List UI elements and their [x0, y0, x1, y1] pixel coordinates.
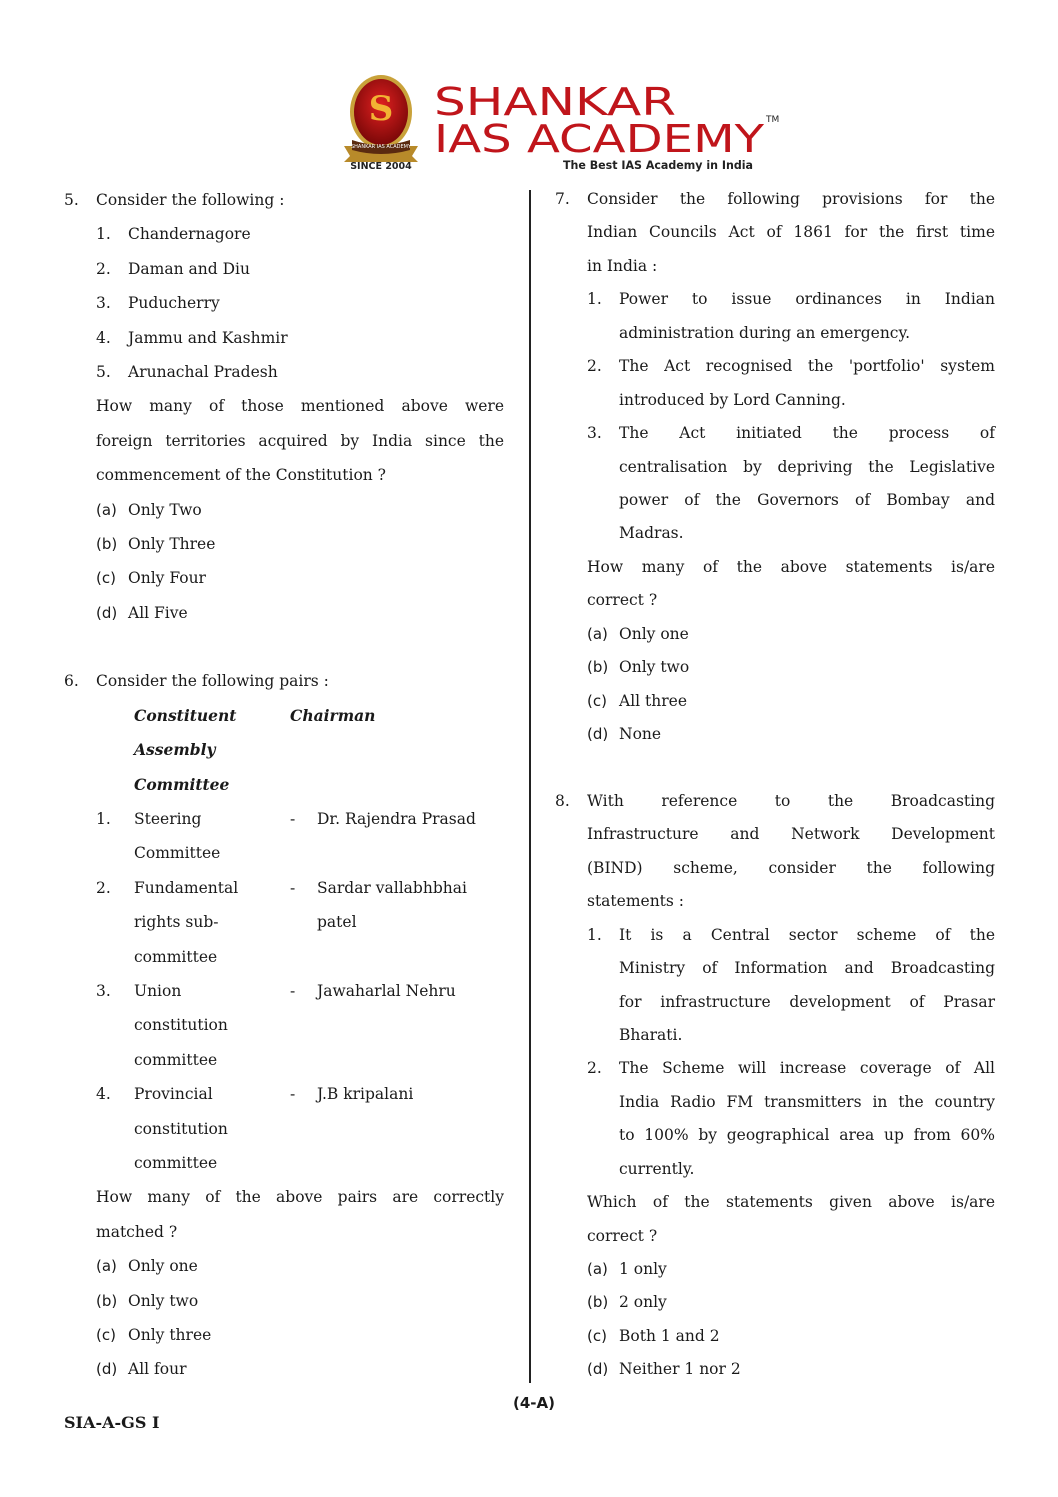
option-text: 2 only: [619, 1293, 667, 1312]
committee: Steering: [134, 810, 202, 829]
question-text: Which of the statements given above is/are: [587, 1193, 995, 1212]
item-number: 4.: [96, 328, 111, 347]
committee: Union: [134, 981, 182, 1000]
question-number: 8.: [555, 791, 570, 810]
dash: -: [290, 878, 296, 897]
page-number: (4-A): [513, 1394, 555, 1412]
committee: committee: [134, 947, 218, 966]
pair-number: 2.: [96, 878, 111, 897]
question-stem: Indian Councils Act of 1861 for the first time: [587, 223, 995, 242]
svg-text:S: S: [368, 89, 394, 129]
pair-number: 4.: [96, 1085, 111, 1104]
question-text: How many of the above pairs are correctly: [96, 1188, 504, 1207]
option-label: (a): [587, 624, 608, 643]
statement-text: It is a Central sector scheme of the: [619, 925, 995, 944]
question-text: correct ?: [587, 1226, 658, 1245]
item-text: Daman and Diu: [128, 259, 250, 278]
option-label: (c): [96, 1325, 116, 1344]
item-number: 2.: [96, 259, 111, 278]
statement-number: 2.: [587, 357, 602, 376]
statement-text: administration during an emergency.: [619, 323, 911, 342]
item-text: Arunachal Pradesh: [128, 362, 278, 381]
logo-emblem-icon: [336, 70, 786, 175]
dash: -: [290, 1085, 296, 1104]
question-text: matched ?: [96, 1222, 178, 1241]
statement-number: 3.: [587, 424, 602, 443]
question-stem: Consider the following provisions for the: [587, 190, 995, 208]
left-column: [64, 183, 504, 1387]
option-text: Only three: [128, 1325, 212, 1344]
option-text: Only Three: [128, 534, 216, 553]
svg-text:SHANKAR IAS ACADEMY: SHANKAR IAS ACADEMY: [350, 144, 412, 150]
option-label: (b): [96, 534, 118, 553]
option-label: (a): [587, 1260, 608, 1278]
statement-text: to 100% by geographical area up from 60%: [619, 1126, 995, 1145]
option-c[interactable]: [64, 561, 504, 595]
dash: -: [290, 810, 296, 829]
question-number: 6.: [64, 672, 79, 691]
item-number: 3.: [96, 294, 111, 313]
option-d[interactable]: [555, 718, 995, 751]
option-text: All Five: [128, 603, 188, 622]
committee: rights sub-: [134, 913, 219, 932]
academy-logo: [336, 70, 786, 175]
chairman: J.B kripalani: [317, 1085, 414, 1104]
pair-row: [64, 802, 504, 836]
option-a[interactable]: [64, 1249, 504, 1283]
list-item: [64, 252, 504, 286]
item-text: Puducherry: [128, 294, 220, 313]
committee: constitution: [134, 1119, 228, 1138]
right-column: [555, 183, 995, 1387]
option-b[interactable]: [555, 651, 995, 684]
statement-text: India Radio FM transmitters in the country: [619, 1092, 995, 1111]
svg-text:The Best IAS Academy in India: The Best IAS Academy in India: [563, 158, 753, 172]
committee: committee: [134, 1050, 218, 1069]
question-5: [64, 183, 504, 630]
statement-text: for infrastructure development of Prasar: [619, 992, 995, 1011]
statement-number: 2.: [587, 1059, 602, 1078]
option-d[interactable]: [64, 1352, 504, 1386]
option-text: Only one: [128, 1257, 198, 1276]
option-a[interactable]: [555, 618, 995, 651]
statement-1: [555, 283, 995, 316]
option-label: (d): [587, 725, 609, 743]
header-col1: Constituent: [134, 705, 237, 725]
option-label: (a): [96, 1257, 117, 1276]
statement-3: [555, 417, 995, 450]
statement-2: [555, 1052, 995, 1085]
option-c[interactable]: [555, 1320, 995, 1353]
option-label: (b): [96, 1291, 118, 1310]
question-stem: Consider the following pairs :: [96, 672, 329, 691]
option-text: Only Two: [128, 500, 202, 519]
pair-row: [64, 974, 504, 1008]
question-stem: With reference to the Broadcasting: [587, 791, 995, 810]
option-b[interactable]: [64, 1284, 504, 1318]
item-text: Chandernagore: [128, 225, 251, 244]
pair-number: 1.: [96, 810, 111, 829]
pair-number: 3.: [96, 981, 111, 1000]
svg-text:SHANKAR: SHANKAR: [434, 80, 676, 124]
option-label: (c): [96, 569, 116, 588]
statement-number: 1.: [587, 290, 602, 309]
option-label: (d): [96, 1360, 118, 1379]
committee: constitution: [134, 1016, 228, 1035]
statement-text: The Scheme will increase coverage of All: [619, 1059, 995, 1078]
item-number: 5.: [96, 362, 111, 381]
statement-1: [555, 919, 995, 952]
statement-2: [555, 350, 995, 383]
option-a[interactable]: [64, 493, 504, 527]
option-c[interactable]: [64, 1318, 504, 1352]
svg-text:SINCE 2004: SINCE 2004: [350, 161, 412, 172]
question-text: correct ?: [587, 591, 658, 610]
committee: Fundamental: [134, 878, 239, 897]
list-item: [64, 217, 504, 251]
option-text: Both 1 and 2: [619, 1326, 720, 1345]
question-number: 5.: [64, 191, 79, 209]
option-text: Only one: [619, 624, 689, 643]
option-d[interactable]: [555, 1353, 995, 1386]
option-text: Neither 1 nor 2: [619, 1360, 741, 1379]
chairman: Sardar vallabhbhai: [317, 878, 467, 897]
header-col1: Assembly: [134, 740, 216, 760]
statement-text: Ministry of Information and Broadcasting: [619, 959, 995, 978]
list-item: [64, 355, 504, 389]
pair-row: [64, 871, 504, 905]
pair-row: [64, 1077, 504, 1111]
statement-text: power of the Governors of Bombay and: [619, 490, 995, 509]
svg-text:IAS ACADEMY: IAS ACADEMY: [434, 117, 765, 161]
question-text: commencement of the Constitution ?: [96, 466, 386, 485]
option-b[interactable]: [555, 1286, 995, 1319]
header-col1: Committee: [134, 774, 230, 794]
spacer: [64, 630, 504, 664]
chairman: Jawaharlal Nehru: [317, 981, 456, 1000]
item-text: Jammu and Kashmir: [128, 328, 288, 347]
option-d[interactable]: [64, 596, 504, 630]
option-text: All three: [619, 691, 688, 710]
option-label: (b): [587, 1293, 609, 1312]
option-c[interactable]: [555, 685, 995, 718]
question-text: How many of the above statements is/are: [587, 557, 995, 576]
question-8: [555, 785, 995, 1387]
chairman: patel: [317, 913, 357, 932]
option-label: (c): [587, 691, 607, 710]
item-number: 1.: [96, 225, 111, 244]
statement-text: The Act recognised the 'portfolio' system: [619, 357, 995, 376]
header-col2: Chairman: [290, 705, 376, 725]
option-b[interactable]: [64, 527, 504, 561]
statement-text: introduced by Lord Canning.: [619, 390, 846, 409]
question-6: [64, 664, 504, 1386]
statement-text: Bharati.: [619, 1025, 683, 1044]
option-text: All four: [128, 1360, 187, 1379]
option-label: (c): [587, 1326, 607, 1345]
question-stem: Infrastructure and Network Development: [587, 825, 995, 844]
question-stem: in India :: [587, 256, 658, 275]
committee: committee: [134, 1153, 218, 1172]
option-label: (d): [96, 603, 118, 622]
option-label: (b): [587, 658, 609, 677]
question-7: [555, 183, 995, 751]
list-item: [64, 286, 504, 320]
column-divider: [529, 190, 531, 1383]
list-item: [64, 321, 504, 355]
statement-text: currently.: [619, 1159, 695, 1178]
question-text: foreign territories acquired by India since the: [96, 431, 504, 450]
option-text: 1 only: [619, 1260, 667, 1278]
committee: Committee: [134, 844, 221, 863]
question-stem: statements :: [587, 892, 685, 911]
statement-text: The Act initiated the process of: [619, 424, 995, 443]
question-stem: (BIND) scheme, consider the following: [587, 858, 995, 877]
statement-text: centralisation by depriving the Legislative: [619, 457, 995, 476]
pairs-header: [64, 699, 504, 733]
question-text: How many of those mentioned above were: [96, 397, 504, 416]
svg-text:TM: TM: [766, 115, 780, 125]
option-text: None: [619, 725, 662, 743]
paper-code: SIA-A-GS I: [64, 1413, 160, 1432]
committee: Provincial: [134, 1085, 213, 1104]
dash: -: [290, 981, 296, 1000]
spacer: [555, 751, 995, 784]
option-text: Only two: [619, 658, 690, 677]
option-text: Only two: [128, 1291, 199, 1310]
statement-text: Madras.: [619, 524, 684, 543]
statement-text: Power to issue ordinances in Indian: [619, 290, 995, 309]
question-stem: Consider the following :: [96, 191, 285, 209]
option-label: (a): [96, 500, 117, 519]
option-a[interactable]: [555, 1253, 995, 1286]
chairman: Dr. Rajendra Prasad: [317, 810, 476, 829]
question-number: 7.: [555, 190, 570, 208]
option-label: (d): [587, 1360, 609, 1379]
statement-number: 1.: [587, 925, 602, 944]
option-text: Only Four: [128, 569, 206, 588]
